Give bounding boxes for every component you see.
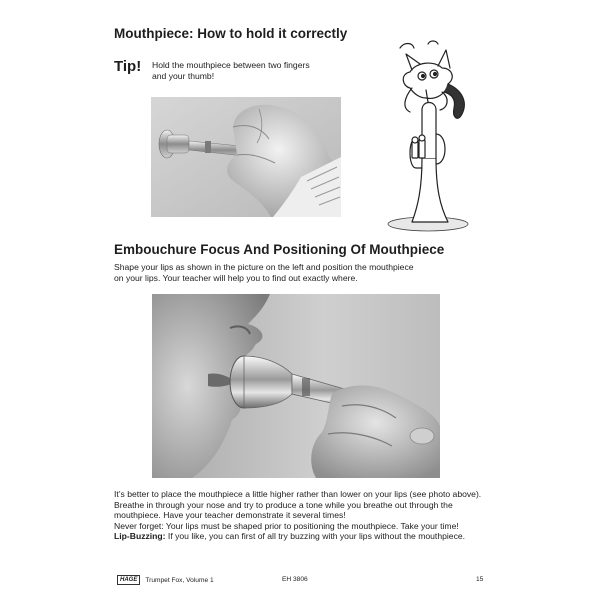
hand-holding-mouthpiece-photo [151,97,341,217]
embouchure-intro [114,262,414,283]
tip-line: and your thumb! [152,70,215,81]
body-line: mouthpiece. Have your teacher demonstrate it several times! [114,510,346,521]
book-title: Trumpet Fox, Volume 1 [145,576,214,584]
intro-line: on your lips. Your teacher will help you to find out exactly where. [114,272,358,283]
tip-line: Hold the mouthpiece between two fingers [152,60,310,70]
lip-buzzing-line [114,531,481,542]
body-line: Breathe in through your nose and try to produce a tone while you breathe out through the [114,499,453,510]
intro-line: Shape your lips as shown in the picture on the left and position the mouthpiece [114,262,414,272]
catalog-code: EH 3806 [282,576,308,583]
section-title-holding: Mouthpiece: How to hold it correctly [114,26,348,41]
body-line: Never forget: Your lips must be shaped prior to positioning the mouthpiece. Take your time! [114,520,459,531]
tip-text [152,60,310,81]
publisher-logo: HAGE [117,575,140,585]
fox-playing-trumpet-illustration [382,38,476,236]
footer-book-info [117,575,214,585]
tip-label: Tip! [114,58,142,75]
lip-buzzing-label: Lip-Buzzing: [114,531,166,542]
instructions-text [114,489,481,542]
section-title-embouchure: Embouchure Focus And Positioning Of Mouthpiece [114,242,445,257]
page-number: 15 [476,576,484,583]
body-line: It’s better to place the mouthpiece a little higher rather than lower on your lips (see photo above). [114,489,482,499]
mouthpiece-on-lips-photo [152,294,440,478]
lip-buzzing-text: If you like, you can first of all try buzzing with your lips without the mouthpiece. [165,531,466,542]
